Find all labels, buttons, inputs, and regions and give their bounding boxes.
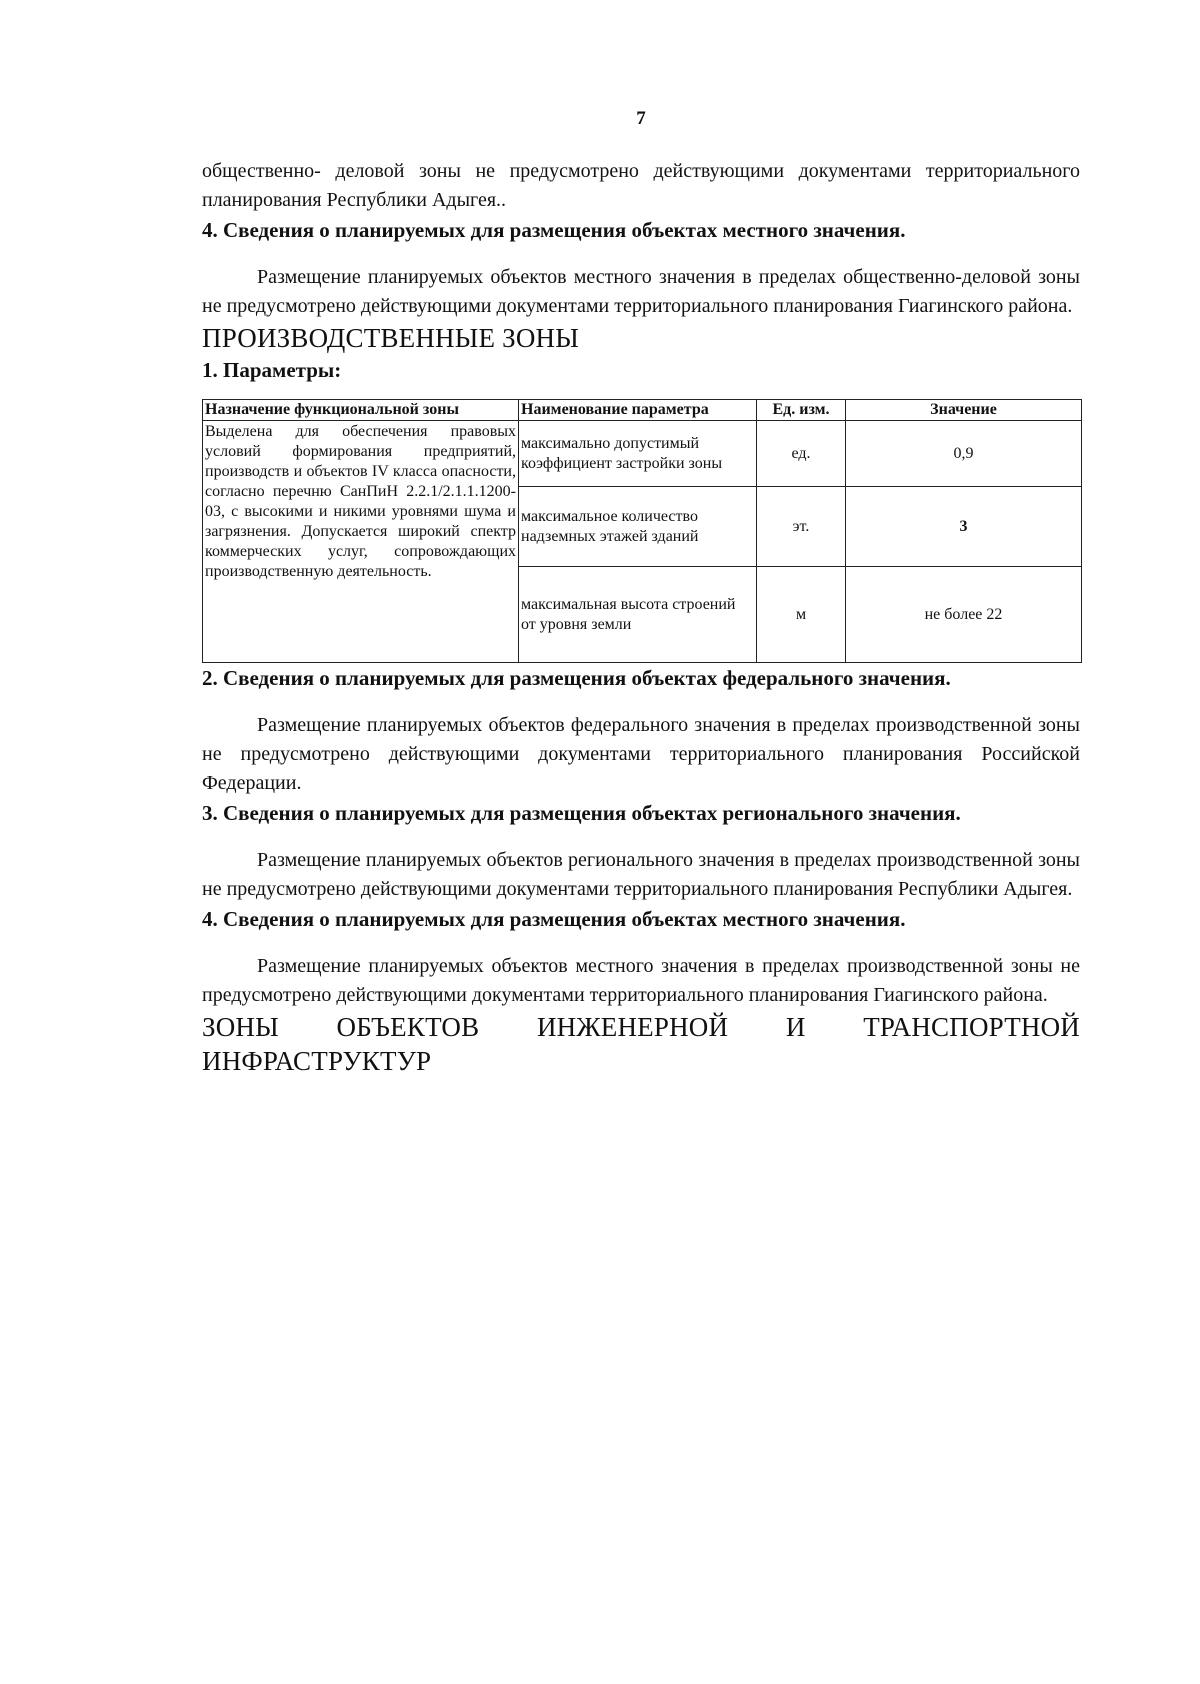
section-heading-local: 4. Сведения о планируемых для размещения объектах местного значения. [202, 907, 906, 931]
table-row [203, 421, 1082, 487]
table-header-row [203, 400, 1082, 421]
intro-paragraph: общественно- деловой зоны не предусмотрено действующими документами территориального планирования Республики Адыгея.. [202, 160, 1080, 211]
parameters-heading: 1. Параметры: [202, 358, 342, 382]
page-content [202, 104, 1080, 1078]
cell-unit: эт. [757, 487, 846, 567]
section-heading-public-local: 4. Сведения о планируемых для размещения объектах местного значения. [202, 218, 906, 242]
section-text-federal: Размещение планируемых объектов федерального значения в пределах производственной зоны не предусмотрено действующими документами территориального планирования Российской Федерации. [202, 714, 1080, 794]
header-parameter-name: Наименование параметра [519, 400, 757, 421]
cell-parameter-name: максимально допустимый коэффициент застройки зоны [519, 421, 757, 487]
parameters-table [202, 399, 1082, 663]
section-text-local: Размещение планируемых объектов местного значения в пределах производственной зоны не предусмотрено действующими документами территориального планирования Гиагинского района. [202, 955, 1080, 1006]
section-text-public-local: Размещение планируемых объектов местного значения в пределах общественно-деловой зоны не предусмотрено действующими документами территориального планирования Гиагинского района. [202, 266, 1080, 317]
cell-value: не более 22 [846, 567, 1082, 663]
zone-title-industrial: ПРОИЗВОДСТВЕННЫЕ ЗОНЫ [202, 323, 580, 353]
zone-title-infrastructure: ЗОНЫ ОБЪЕКТОВ ИНЖЕНЕРНОЙ И ТРАНСПОРТНОЙ ИНФРАСТРУКТУР [202, 1012, 1080, 1076]
header-unit: Ед. изм. [757, 400, 846, 421]
page-number: 7 [636, 108, 646, 129]
cell-parameter-name: максимальная высота строений от уровня земли [519, 567, 757, 663]
cell-unit: м [757, 567, 846, 663]
section-heading-regional: 3. Сведения о планируемых для размещения объектах регионального значения. [202, 801, 961, 825]
section-text-regional: Размещение планируемых объектов регионального значения в пределах производственной зоны не предусмотрено действующими документами территориального планирования Республики Адыгея. [202, 849, 1080, 900]
cell-value: 0,9 [846, 421, 1082, 487]
header-value: Значение [846, 400, 1082, 421]
cell-unit: ед. [757, 421, 846, 487]
cell-purpose: Выделена для обеспечения правовых условий формирования предприятий, производств и объектов IV класса опасности, согласно перечню СанПиН 2.2.1/2.1.1.1200-03, с высокими и никими уровнями шума и загрязнения. Допускается широкий спектр коммерческих услуг, сопровождающих производственную деятельность. [203, 421, 519, 663]
cell-value: 3 [846, 487, 1082, 567]
cell-parameter-name: максимальное количество надземных этажей зданий [519, 487, 757, 567]
section-heading-federal: 2. Сведения о планируемых для размещения объектах федерального значения. [202, 666, 951, 690]
header-purpose: Назначение функциональной зоны [203, 400, 519, 421]
